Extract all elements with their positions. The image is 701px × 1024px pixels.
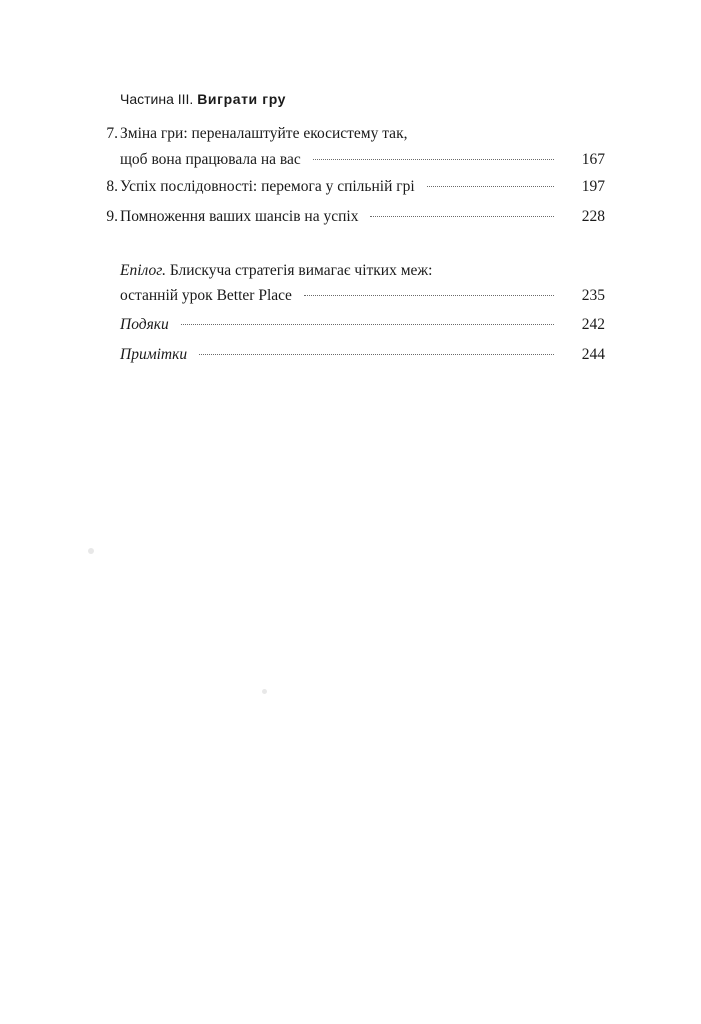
dot-leader	[181, 324, 554, 325]
dot-leader	[313, 159, 554, 160]
epilogue-label: Епілог.	[120, 262, 166, 279]
part-label: Частина ІІІ.	[120, 91, 194, 107]
page-number: 228	[581, 208, 605, 225]
part-heading	[120, 89, 286, 109]
epilogue-title: Блискуча стратегія вимагає чітких меж:	[169, 262, 433, 279]
chapter-title: Помноження ваших шансів на успіх	[120, 208, 359, 225]
scan-speck	[88, 548, 94, 554]
chapter-title-line-2: щоб вона працювала на вас	[120, 151, 301, 168]
toc-entry-chapter-9[interactable]	[100, 207, 605, 227]
epilogue-line-2: останній урок Better Place	[120, 287, 292, 304]
notes-label: Примітки	[120, 346, 188, 363]
chapter-title: Успіх послідовності: перемога у спільній грі	[120, 178, 415, 195]
epilogue-line-1	[120, 261, 432, 281]
toc-entry-chapter-8[interactable]	[100, 177, 605, 197]
chapter-number: 8.	[106, 178, 118, 195]
dot-leader	[304, 295, 554, 296]
chapter-number: 9.	[106, 208, 118, 225]
acknowledgements-label: Подяки	[120, 316, 169, 333]
dot-leader	[199, 354, 554, 355]
page-number: 235	[581, 287, 605, 304]
toc-entry-acknowledgements[interactable]	[100, 315, 605, 335]
toc-entry-notes[interactable]	[100, 345, 605, 365]
toc-entry-epilogue[interactable]	[100, 261, 605, 306]
page-number: 167	[581, 151, 605, 168]
chapter-number: 7.	[106, 125, 118, 142]
chapter-title-line-1: Зміна гри: переналаштуйте екосистему так,	[120, 125, 408, 142]
dot-leader	[427, 186, 554, 187]
page-number: 242	[581, 316, 605, 333]
dot-leader	[370, 216, 553, 217]
toc-entry-chapter-7[interactable]	[100, 124, 605, 170]
page-number: 197	[581, 178, 605, 195]
scan-speck	[262, 689, 267, 694]
part-title: Виграти гру	[197, 91, 287, 107]
page-number: 244	[581, 346, 605, 363]
